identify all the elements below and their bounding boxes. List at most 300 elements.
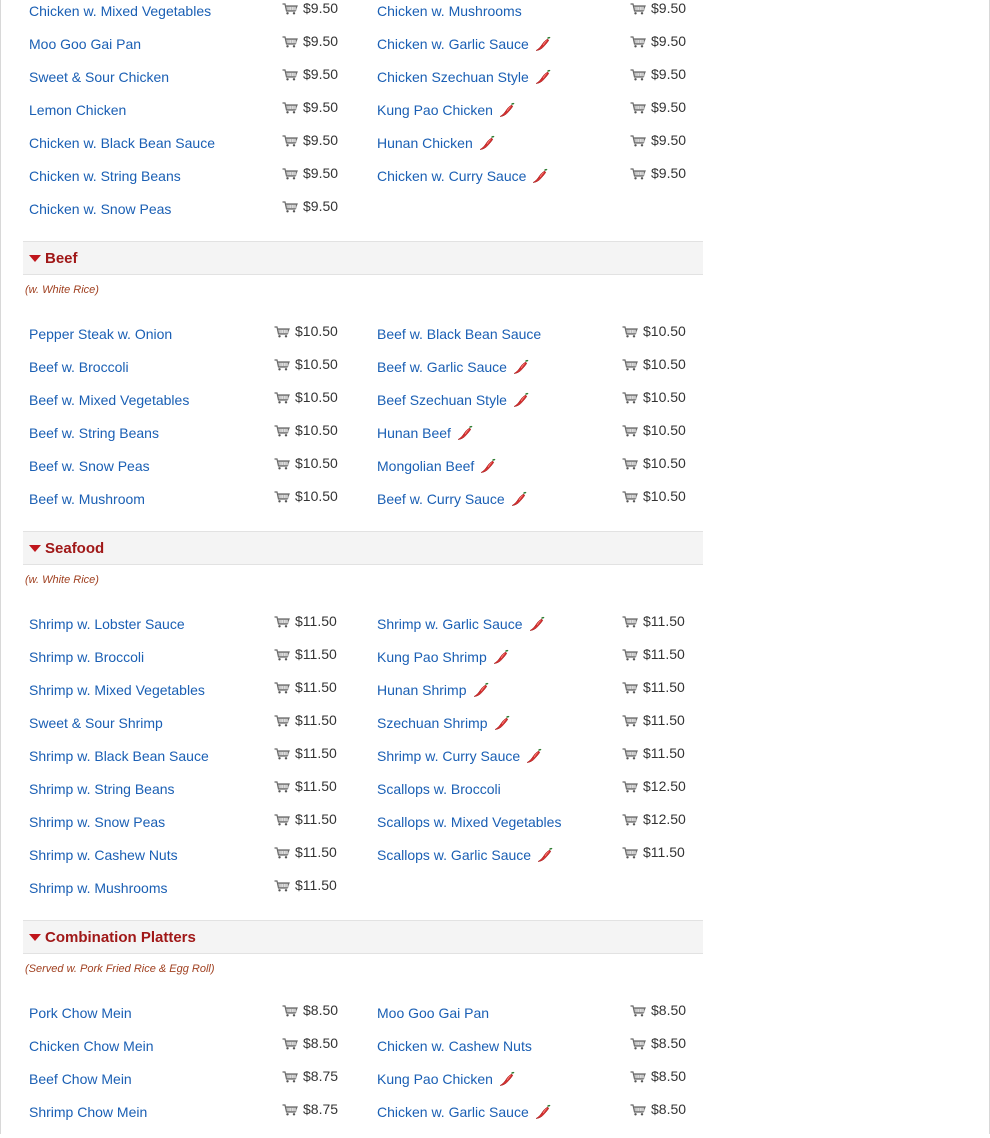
menu-item [371, 838, 711, 871]
cart-icon [630, 1103, 646, 1115]
item-price: $9.50 [651, 99, 687, 115]
add-to-cart-button[interactable] [282, 66, 338, 82]
section-header-beef[interactable] [23, 241, 703, 275]
cart-icon [630, 167, 646, 179]
item-name-text: Beef w. Curry Sauce [377, 491, 505, 507]
add-to-cart-button[interactable] [282, 165, 338, 181]
item-name-shrimp-w-mushrooms[interactable] [29, 880, 167, 896]
menu-item [23, 1062, 363, 1095]
add-to-cart-button[interactable] [622, 613, 685, 629]
item-name-text: Shrimp w. Curry Sauce [377, 748, 521, 764]
cart-icon [282, 35, 298, 47]
cart-icon [274, 747, 290, 759]
add-to-cart-button[interactable] [630, 0, 686, 16]
section-header-seafood[interactable] [23, 531, 703, 565]
add-to-cart-button[interactable] [622, 455, 686, 471]
cart-icon [274, 813, 290, 825]
chili-pepper-icon [493, 649, 509, 665]
item-name-moo-goo-gai-pan[interactable] [377, 1005, 489, 1021]
add-to-cart-button[interactable] [630, 132, 686, 148]
chili-pepper-icon [532, 168, 548, 184]
menu-item [371, 159, 711, 192]
section-note: (Served w. Pork Fried Rice & Egg Roll) [25, 963, 215, 975]
item-name-text: Beef w. Snow Peas [29, 458, 150, 474]
add-to-cart-button[interactable] [274, 844, 337, 860]
cart-icon [622, 358, 638, 370]
add-to-cart-button[interactable] [274, 778, 337, 794]
cart-icon [282, 1103, 298, 1115]
chili-pepper-icon [499, 102, 515, 118]
item-name-beef-w-mushroom[interactable] [29, 491, 145, 507]
item-price: $11.50 [295, 745, 337, 761]
item-price: $12.50 [643, 778, 686, 794]
cart-icon [622, 325, 638, 337]
chili-pepper-icon [526, 748, 542, 764]
cart-icon [274, 325, 290, 337]
add-to-cart-button[interactable] [622, 745, 685, 761]
add-to-cart-button[interactable] [622, 389, 686, 405]
menu-item [23, 159, 363, 192]
item-name-text: Sweet & Sour Shrimp [29, 715, 163, 731]
add-to-cart-button[interactable] [274, 613, 337, 629]
add-to-cart-button[interactable] [274, 646, 337, 662]
item-price: $8.75 [303, 1068, 339, 1084]
menu-item [23, 60, 363, 93]
cart-icon [282, 68, 298, 80]
cart-icon [622, 615, 638, 627]
item-name-text: Chicken w. Mushrooms [377, 3, 522, 19]
add-to-cart-button[interactable] [622, 323, 686, 339]
item-price: $11.50 [295, 613, 337, 629]
item-name-sweet-and-sour-shrimp[interactable] [29, 715, 163, 731]
item-name-text: Chicken w. Black Bean Sauce [29, 135, 215, 151]
menu-item [23, 0, 363, 27]
menu-item [23, 383, 363, 416]
item-name-szechuan-shrimp[interactable] [377, 715, 510, 731]
item-price: $10.50 [295, 356, 338, 372]
item-name-hunan-shrimp[interactable] [377, 682, 489, 698]
add-to-cart-button[interactable] [282, 1068, 338, 1084]
menu-item [23, 871, 363, 904]
item-price: $10.50 [295, 455, 338, 471]
add-to-cart-button[interactable] [630, 66, 686, 82]
add-to-cart-button[interactable] [622, 422, 686, 438]
item-name-beef-w-broccoli[interactable] [29, 359, 129, 375]
item-price: $10.50 [295, 422, 338, 438]
menu-item [371, 739, 711, 772]
item-price: $9.50 [651, 132, 687, 148]
items-grid-combination-platters [23, 996, 703, 1138]
item-name-text: Shrimp w. Snow Peas [29, 814, 166, 830]
item-price: $8.50 [303, 1035, 339, 1051]
cart-icon [274, 780, 290, 792]
add-to-cart-button[interactable] [630, 33, 686, 49]
item-name-text: Pork Chow Mein [29, 1005, 132, 1021]
menu-item [23, 739, 363, 772]
add-to-cart-button[interactable] [622, 778, 686, 794]
items-grid-seafood [23, 607, 703, 914]
cart-icon [282, 134, 298, 146]
item-name-shrimp-w-string-beans[interactable] [29, 781, 175, 797]
item-name-text: Shrimp w. Garlic Sauce [377, 616, 523, 632]
item-price: $11.50 [643, 646, 685, 662]
add-to-cart-button[interactable] [274, 712, 337, 728]
menu-list [23, 0, 703, 1138]
item-price: $9.50 [303, 99, 339, 115]
item-name-text: Pepper Steak w. Onion [29, 326, 173, 342]
item-name-text: Mongolian Beef [377, 458, 475, 474]
item-name-chicken-w-mushrooms[interactable] [377, 3, 522, 19]
add-to-cart-button[interactable] [282, 1101, 338, 1117]
item-name-text: Hunan Shrimp [377, 682, 467, 698]
item-price: $11.50 [295, 877, 337, 893]
item-name-chicken-chow-mein[interactable] [29, 1038, 154, 1054]
item-price: $8.50 [651, 1035, 687, 1051]
chili-pepper-icon [479, 135, 495, 151]
item-price: $9.50 [303, 198, 339, 214]
cart-icon [274, 615, 290, 627]
cart-icon [622, 846, 638, 858]
cart-icon [274, 358, 290, 370]
item-name-chicken-w-mixed-vegetables[interactable] [29, 3, 211, 19]
menu-item [371, 772, 711, 805]
menu-item [23, 317, 363, 350]
item-price: $9.50 [303, 0, 339, 16]
item-price: $10.50 [643, 488, 686, 504]
cart-icon [274, 391, 290, 403]
item-name-hunan-beef[interactable] [377, 425, 473, 441]
item-name-kung-pao-shrimp[interactable] [377, 649, 509, 665]
item-name-text: Shrimp w. Black Bean Sauce [29, 748, 209, 764]
menu-item [23, 805, 363, 838]
item-name-pork-chow-mein[interactable] [29, 1005, 132, 1021]
item-name-sweet-and-sour-chicken[interactable] [29, 69, 169, 85]
cart-icon [630, 1004, 646, 1016]
menu-item [23, 996, 363, 1029]
menu-item [23, 1095, 363, 1128]
item-name-beef-w-black-bean-sauce[interactable] [377, 326, 541, 342]
add-to-cart-button[interactable] [274, 745, 337, 761]
cart-icon [630, 35, 646, 47]
item-name-text: Shrimp Chow Mein [29, 1104, 148, 1120]
menu-item [371, 1029, 711, 1062]
add-to-cart-button[interactable] [630, 1002, 686, 1018]
add-to-cart-button[interactable] [274, 488, 338, 504]
item-name-text: Chicken w. Garlic Sauce [377, 36, 529, 52]
triangle-down-icon [29, 545, 41, 552]
item-name-shrimp-w-curry-sauce[interactable] [377, 748, 542, 764]
item-name-shrimp-w-mixed-vegetables[interactable] [29, 682, 205, 698]
item-name-text: Beef w. Mushroom [29, 491, 145, 507]
item-name-text: Shrimp w. Mushrooms [29, 880, 168, 896]
add-to-cart-button[interactable] [622, 844, 685, 860]
add-to-cart-button[interactable] [622, 488, 686, 504]
cart-icon [282, 2, 298, 14]
menu-item [23, 192, 363, 225]
item-name-beef-chow-mein[interactable] [29, 1071, 132, 1087]
menu-item [23, 607, 363, 640]
add-to-cart-button[interactable] [630, 1101, 686, 1117]
item-name-text: Sweet & Sour Chicken [29, 69, 170, 85]
item-name-hunan-chicken[interactable] [377, 135, 495, 151]
item-name-shrimp-w-black-bean-sauce[interactable] [29, 748, 209, 764]
item-price: $11.50 [643, 844, 685, 860]
add-to-cart-button[interactable] [282, 33, 338, 49]
item-name-beef-szechuan-style[interactable] [377, 392, 529, 408]
item-name-shrimp-w-cashew-nuts[interactable] [29, 847, 178, 863]
add-to-cart-button[interactable] [622, 646, 685, 662]
item-name-text: Moo Goo Gai Pan [29, 36, 142, 52]
item-price: $9.50 [303, 33, 339, 49]
menu-item [23, 838, 363, 871]
cart-icon [622, 424, 638, 436]
item-name-pepper-steak-w-onion[interactable] [29, 326, 172, 342]
cart-icon [622, 714, 638, 726]
item-name-chicken-szechuan-style[interactable] [377, 69, 551, 85]
menu-item [371, 27, 711, 60]
item-price: $9.50 [651, 0, 687, 16]
add-to-cart-button[interactable] [630, 165, 686, 181]
cart-icon [630, 1070, 646, 1082]
add-to-cart-button[interactable] [274, 811, 337, 827]
item-name-chicken-w-curry-sauce[interactable] [377, 168, 548, 184]
add-to-cart-button[interactable] [622, 679, 685, 695]
cart-icon [622, 391, 638, 403]
item-name-beef-w-garlic-sauce[interactable] [377, 359, 529, 375]
item-name-text: Chicken w. Garlic Sauce [377, 1104, 529, 1120]
item-name-text: Chicken Szechuan Style [377, 69, 529, 85]
item-name-text: Hunan Beef [377, 425, 451, 441]
menu-item [371, 449, 711, 482]
add-to-cart-button[interactable] [622, 356, 686, 372]
cart-icon [274, 648, 290, 660]
cart-icon [282, 200, 298, 212]
item-name-text: Shrimp w. Cashew Nuts [29, 847, 178, 863]
item-name-text: Beef w. Broccoli [29, 359, 129, 375]
item-name-text: Beef Szechuan Style [377, 392, 507, 408]
chili-pepper-icon [513, 359, 529, 375]
add-to-cart-button[interactable] [282, 198, 338, 214]
cart-icon [630, 1037, 646, 1049]
chili-pepper-icon [535, 36, 551, 52]
cart-icon [282, 1037, 298, 1049]
item-name-chicken-w-black-bean-sauce[interactable] [29, 135, 215, 151]
menu-item [371, 1062, 711, 1095]
cart-icon [622, 490, 638, 502]
add-to-cart-button[interactable] [630, 1035, 686, 1051]
item-name-text: Chicken w. Cashew Nuts [377, 1038, 532, 1054]
item-price: $10.50 [643, 455, 686, 471]
item-name-chicken-w-string-beans[interactable] [29, 168, 181, 184]
menu-item [371, 60, 711, 93]
chili-pepper-icon [535, 1104, 551, 1120]
add-to-cart-button[interactable] [274, 877, 337, 893]
cart-icon [282, 1070, 298, 1082]
item-name-text: Szechuan Shrimp [377, 715, 488, 731]
chili-pepper-icon [457, 425, 473, 441]
menu-item [371, 126, 711, 159]
section-title: Beef [45, 250, 78, 267]
item-price: $9.50 [651, 66, 687, 82]
item-price: $8.75 [303, 1101, 339, 1117]
menu-item [23, 1029, 363, 1062]
item-name-chicken-w-garlic-sauce[interactable] [377, 1104, 551, 1120]
item-name-text: Shrimp w. Mixed Vegetables [29, 682, 205, 698]
menu-item [371, 383, 711, 416]
item-name-shrimp-w-broccoli[interactable] [29, 649, 144, 665]
item-name-text: Beef Chow Mein [29, 1071, 132, 1087]
add-to-cart-button[interactable] [622, 811, 686, 827]
cart-icon [622, 457, 638, 469]
item-name-text: Chicken Chow Mein [29, 1038, 154, 1054]
item-name-text: Beef w. Mixed Vegetables [29, 392, 190, 408]
item-name-text: Moo Goo Gai Pan [377, 1005, 490, 1021]
menu-item [371, 1095, 711, 1128]
menu-item [371, 673, 711, 706]
item-price: $8.50 [651, 1101, 687, 1117]
item-name-text: Shrimp w. String Beans [29, 781, 175, 797]
menu-item [371, 317, 711, 350]
item-price: $10.50 [643, 356, 686, 372]
item-name-beef-w-snow-peas[interactable] [29, 458, 150, 474]
cart-icon [622, 780, 638, 792]
menu-item [371, 805, 711, 838]
item-name-text: Beef w. Black Bean Sauce [377, 326, 542, 342]
item-price: $10.50 [295, 488, 338, 504]
cart-icon [622, 681, 638, 693]
item-price: $9.50 [303, 132, 339, 148]
item-name-text: Scallops w. Broccoli [377, 781, 501, 797]
item-name-mongolian-beef[interactable] [377, 458, 496, 474]
item-name-text: Chicken w. Curry Sauce [377, 168, 527, 184]
add-to-cart-button[interactable] [282, 132, 338, 148]
add-to-cart-button[interactable] [274, 422, 338, 438]
add-to-cart-button[interactable] [630, 99, 686, 115]
section-header-combination-platters[interactable] [23, 920, 703, 954]
add-to-cart-button[interactable] [274, 455, 338, 471]
item-price: $8.50 [651, 1002, 687, 1018]
menu-item [23, 93, 363, 126]
section-title: Seafood [45, 540, 105, 557]
item-name-scallops-w-broccoli[interactable] [377, 781, 501, 797]
cart-icon [630, 68, 646, 80]
triangle-down-icon [29, 255, 41, 262]
add-to-cart-button[interactable] [282, 99, 338, 115]
item-name-chicken-w-snow-peas[interactable] [29, 201, 171, 217]
item-price: $8.50 [651, 1068, 687, 1084]
section-note: (w. White Rice) [25, 574, 99, 586]
item-name-kung-pao-chicken[interactable] [377, 102, 515, 118]
item-price: $9.50 [651, 33, 687, 49]
item-name-text: Shrimp w. Broccoli [29, 649, 145, 665]
cart-icon [622, 813, 638, 825]
add-to-cart-button[interactable] [282, 1035, 338, 1051]
cart-icon [274, 424, 290, 436]
add-to-cart-button[interactable] [274, 389, 338, 405]
item-name-text: Scallops w. Mixed Vegetables [377, 814, 562, 830]
menu-item [23, 27, 363, 60]
item-name-text: Chicken w. Snow Peas [29, 201, 172, 217]
menu-item [371, 0, 711, 27]
item-price: $10.50 [295, 389, 338, 405]
add-to-cart-button[interactable] [282, 1002, 338, 1018]
cart-icon [282, 167, 298, 179]
item-price: $10.50 [295, 323, 338, 339]
add-to-cart-button[interactable] [274, 323, 338, 339]
menu-item [23, 482, 363, 515]
add-to-cart-button[interactable] [274, 679, 337, 695]
item-name-shrimp-w-lobster-sauce[interactable] [29, 616, 185, 632]
menu-item [23, 772, 363, 805]
items-grid-beef [23, 317, 703, 525]
chili-pepper-icon [473, 682, 489, 698]
item-name-text: Chicken w. Mixed Vegetables [29, 3, 212, 19]
menu-item [23, 350, 363, 383]
chili-pepper-icon [511, 491, 527, 507]
chili-pepper-icon [535, 69, 551, 85]
menu-item [371, 640, 711, 673]
menu-item [23, 449, 363, 482]
chili-pepper-icon [537, 847, 553, 863]
item-name-text: Kung Pao Chicken [377, 1071, 493, 1087]
item-name-beef-w-curry-sauce[interactable] [377, 491, 527, 507]
chili-pepper-icon [529, 616, 545, 632]
item-name-lemon-chicken[interactable] [29, 102, 126, 118]
item-price: $10.50 [643, 422, 686, 438]
add-to-cart-button[interactable] [630, 1068, 686, 1084]
item-name-beef-w-string-beans[interactable] [29, 425, 159, 441]
menu-item [23, 416, 363, 449]
item-name-kung-pao-chicken[interactable] [377, 1071, 515, 1087]
item-name-text: Kung Pao Shrimp [377, 649, 487, 665]
menu-item [23, 706, 363, 739]
item-name-shrimp-chow-mein[interactable] [29, 1104, 147, 1120]
cart-icon [282, 101, 298, 113]
add-to-cart-button[interactable] [622, 712, 685, 728]
menu-item [23, 126, 363, 159]
cart-icon [274, 714, 290, 726]
item-name-chicken-w-cashew-nuts[interactable] [377, 1038, 532, 1054]
item-price: $11.50 [295, 646, 337, 662]
chili-pepper-icon [499, 1071, 515, 1087]
section-note: (w. White Rice) [25, 284, 99, 296]
menu-item [371, 350, 711, 383]
item-name-text: Chicken w. String Beans [29, 168, 181, 184]
cart-icon [622, 648, 638, 660]
item-name-text: Scallops w. Garlic Sauce [377, 847, 532, 863]
item-price: $8.50 [303, 1002, 339, 1018]
item-price: $12.50 [643, 811, 686, 827]
cart-icon [274, 846, 290, 858]
item-name-scallops-w-garlic-sauce[interactable] [377, 847, 553, 863]
item-name-shrimp-w-snow-peas[interactable] [29, 814, 165, 830]
item-name-text: Hunan Chicken [377, 135, 473, 151]
menu-item [23, 673, 363, 706]
add-to-cart-button[interactable] [274, 356, 338, 372]
chili-pepper-icon [494, 715, 510, 731]
item-name-shrimp-w-garlic-sauce[interactable] [377, 616, 545, 632]
chili-pepper-icon [513, 392, 529, 408]
cart-icon [630, 101, 646, 113]
item-price: $9.50 [303, 165, 339, 181]
cart-icon [274, 681, 290, 693]
item-name-beef-w-mixed-vegetables[interactable] [29, 392, 189, 408]
item-name-scallops-w-mixed-vegetables[interactable] [377, 814, 561, 830]
item-price: $10.50 [643, 389, 686, 405]
item-name-moo-goo-gai-pan[interactable] [29, 36, 141, 52]
add-to-cart-button[interactable] [282, 0, 338, 16]
item-name-chicken-w-garlic-sauce[interactable] [377, 36, 551, 52]
